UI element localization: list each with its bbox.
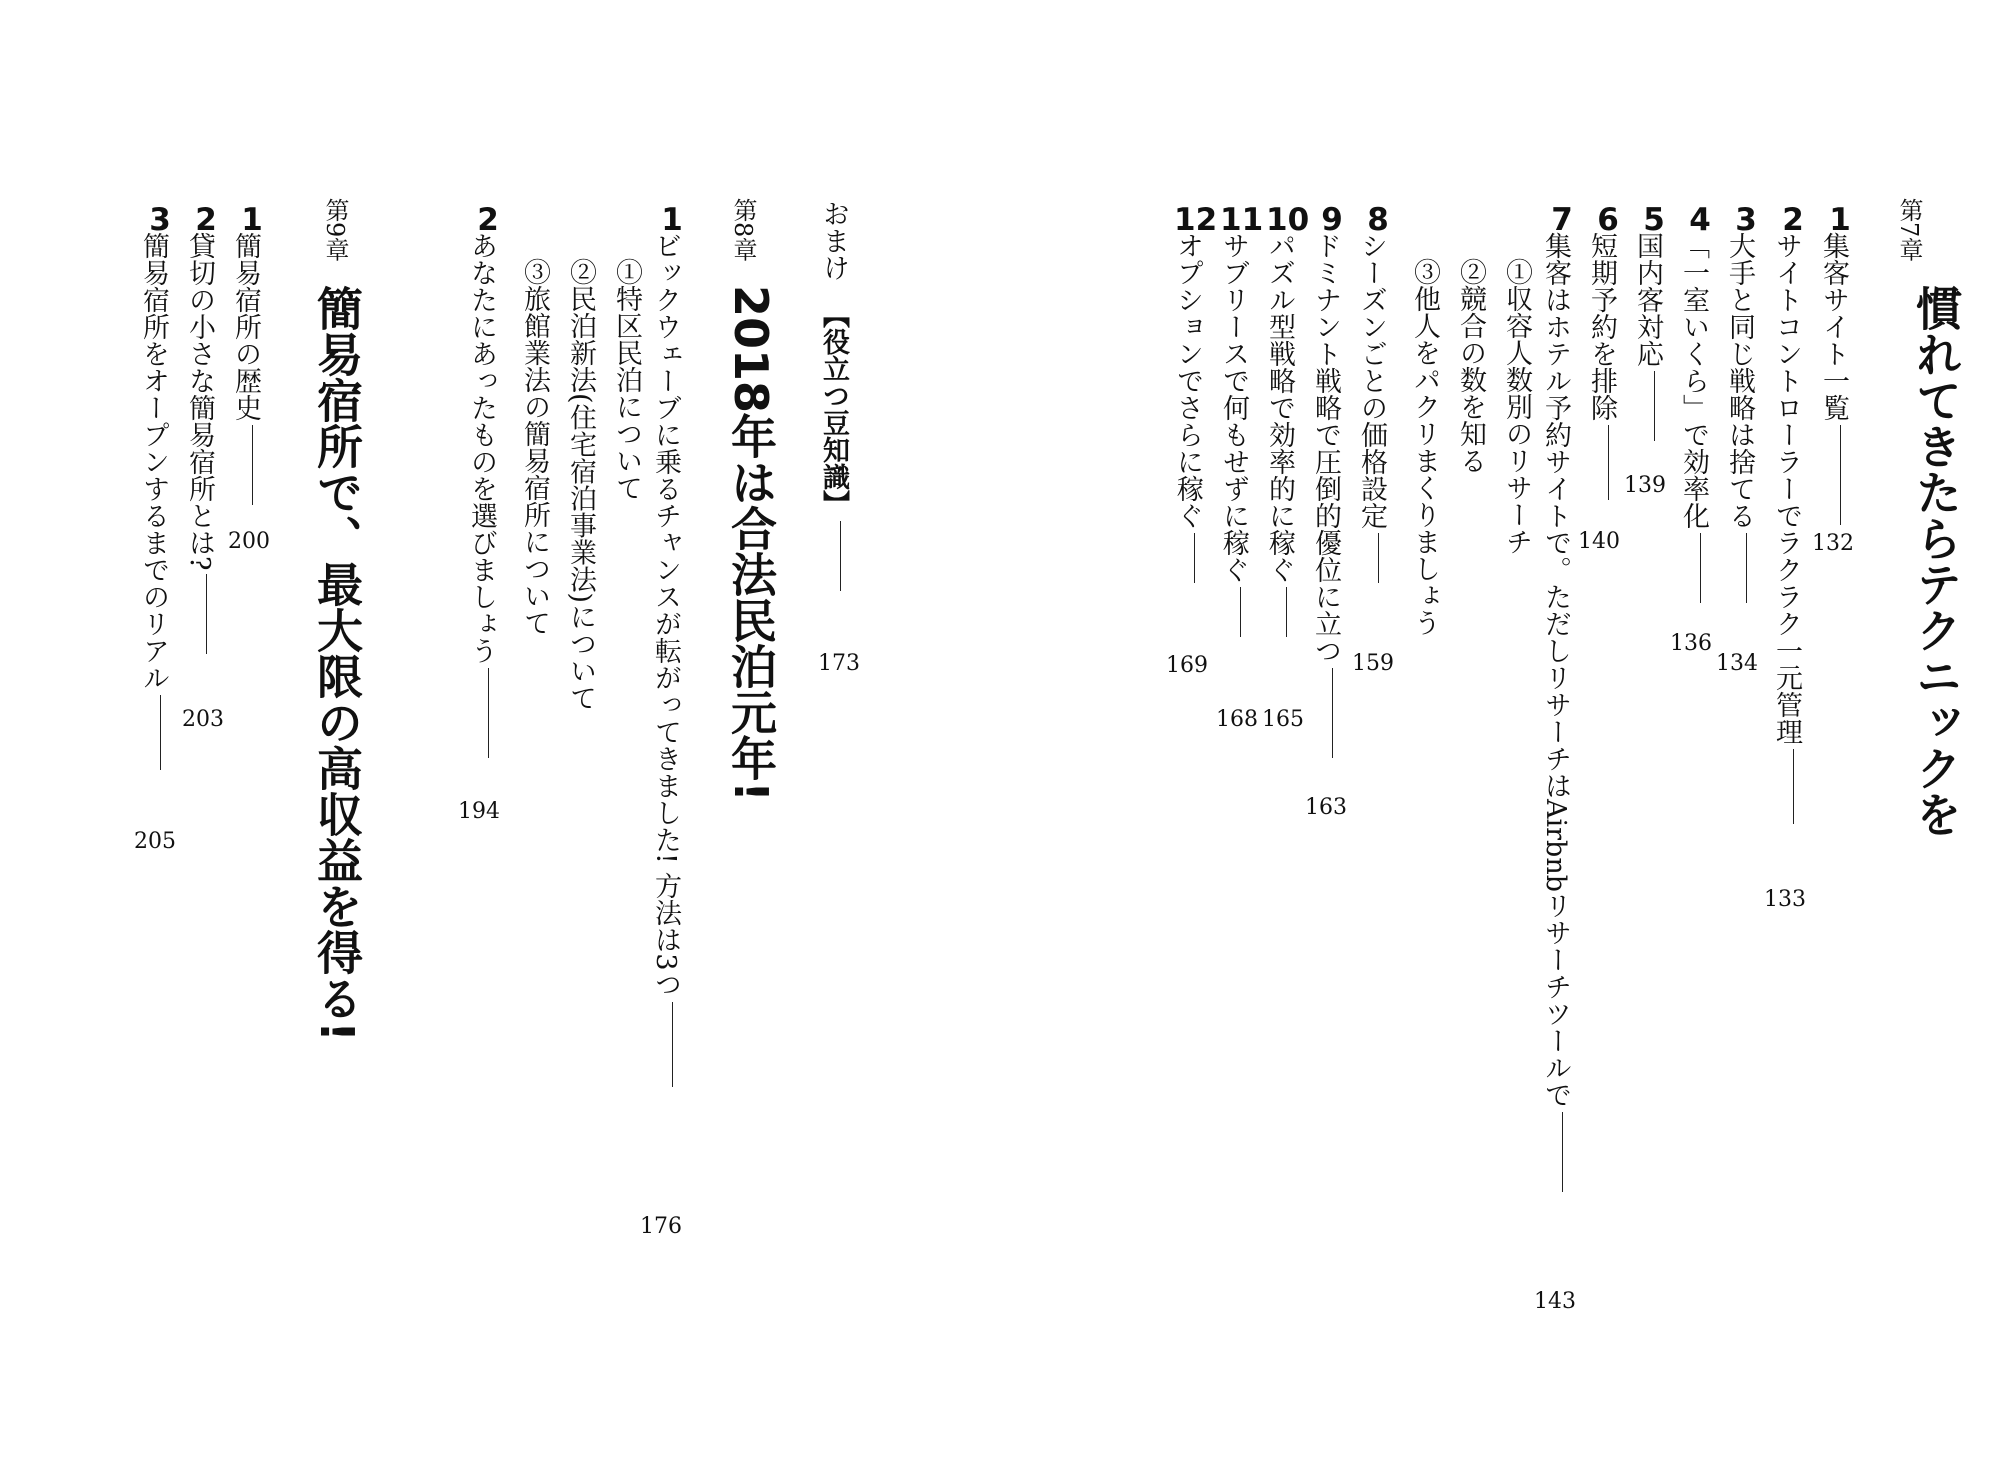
ch9-item3-number: 3 [149, 202, 171, 238]
ch7-item2-page: 133 [1764, 887, 1806, 912]
omake-label: おまけ [818, 200, 849, 281]
ch7-item6-text: 短期予約を排除 [1586, 232, 1617, 421]
ch7-item2-text: サイトコントローラーでラクラク一元管理 [1771, 232, 1802, 745]
ch7-item5[interactable] [1634, 232, 1674, 1382]
ch9-item2-text: 貸切の小さな簡易宿所とは? [184, 232, 215, 571]
ch7-item8[interactable] [1358, 232, 1398, 1382]
ch7-item11-number: 11 [1220, 202, 1264, 238]
ch7-item11[interactable] [1220, 232, 1260, 1382]
ch7-item1-number: 1 [1829, 202, 1851, 238]
ch7-item9-number: 9 [1321, 202, 1343, 238]
ch7-item4[interactable] [1680, 232, 1720, 1382]
ch7-item7-page: 143 [1534, 1289, 1576, 1314]
leader-line [488, 668, 489, 758]
ch7-item12-number: 12 [1174, 202, 1218, 238]
ch8-sub1[interactable] [606, 258, 646, 1408]
chapter7-title: 慣れてきたらテクニックを [1909, 285, 1963, 837]
ch9-item3-page: 205 [134, 829, 176, 854]
ch7-item6[interactable] [1588, 232, 1628, 1382]
ch7-item6-page: 140 [1578, 529, 1620, 554]
ch8-sub2-text: ②民泊新法(住宅宿泊事業法)について [565, 258, 596, 712]
ch7-item8-text: シーズンごとの価格設定 [1356, 232, 1387, 529]
ch8-item2-page: 194 [458, 799, 500, 824]
ch7-sub1[interactable] [1496, 258, 1536, 1408]
ch7-item12-page: 169 [1166, 653, 1208, 678]
ch9-item1-page: 200 [228, 529, 270, 554]
ch7-item8-page: 159 [1352, 651, 1394, 676]
ch9-item1-number: 1 [241, 202, 263, 238]
ch7-item4-text: 「一室いくら」で効率化 [1678, 232, 1709, 529]
ch7-item3[interactable] [1726, 232, 1766, 1382]
chapter8-title: 2018年は合法民泊元年! [724, 285, 778, 803]
ch7-item7-text: 集客はホテル予約サイトで。ただしリサーチはAirbnbリサーチツールで [1540, 232, 1571, 1108]
ch7-item6-number: 6 [1597, 202, 1619, 238]
ch7-item2[interactable] [1773, 232, 1813, 1382]
ch7-sub3-text: ③他人をパクリまくりましょう [1409, 258, 1440, 636]
leader-line [1793, 749, 1794, 824]
ch8-item2-number: 2 [477, 202, 499, 238]
ch8-item2-text: あなたにあったものを選びましょう [466, 232, 497, 664]
chapter9-label: 第9章 [321, 198, 349, 262]
ch7-item11-text: サブリースで何もせずに稼ぐ [1218, 232, 1249, 583]
leader-line [1194, 533, 1195, 583]
ch9-item2-page: 203 [182, 707, 224, 732]
leader-line [1746, 533, 1747, 603]
ch7-sub3[interactable] [1404, 258, 1444, 1408]
ch8-sub3-text: ③旅館業法の簡易宿所について [519, 258, 550, 636]
ch7-item1-page: 132 [1812, 531, 1854, 556]
ch7-item9-page: 163 [1305, 795, 1347, 820]
ch7-item12[interactable] [1174, 232, 1214, 1382]
ch7-item5-text: 国内客対応 [1632, 232, 1663, 367]
ch7-item5-number: 5 [1643, 202, 1665, 238]
leader-line [672, 1002, 673, 1087]
leader-line [1378, 533, 1379, 583]
ch7-item9-text: ドミナント戦略で圧倒的優位に立つ [1310, 232, 1341, 664]
ch7-sub1-text: ①収容人数別のリサーチ [1501, 258, 1532, 555]
ch7-item10-page: 165 [1262, 707, 1304, 732]
ch8-sub3[interactable] [514, 258, 554, 1408]
ch7-item12-text: オプションでさらに稼ぐ [1172, 232, 1203, 529]
omake-entry[interactable] [820, 200, 860, 1350]
ch7-item4-page: 136 [1670, 631, 1712, 656]
ch9-item3[interactable] [140, 232, 180, 1382]
leader-line [1608, 425, 1609, 500]
leader-line [1240, 587, 1241, 637]
ch7-item5-page: 139 [1624, 473, 1666, 498]
omake-title: 【役立つ豆知識】 [818, 301, 849, 517]
ch8-item1-text: ビックウェーブに乗るチャンスが転がってきました! 方法は3つ [650, 232, 681, 998]
ch9-item2-number: 2 [195, 202, 217, 238]
leader-line [1332, 668, 1333, 758]
ch8-item1[interactable] [652, 232, 692, 1382]
ch8-item1-page: 176 [640, 1214, 682, 1239]
ch9-item1[interactable] [232, 232, 272, 1382]
ch7-item7-number: 7 [1551, 202, 1573, 238]
ch8-sub1-text: ①特区民泊について [611, 258, 642, 501]
ch8-sub2[interactable] [560, 258, 600, 1408]
ch9-item3-text: 簡易宿所をオープンするまでのリアル [138, 232, 169, 691]
ch7-item11-page: 168 [1216, 707, 1258, 732]
ch9-item1-text: 簡易宿所の歴史 [230, 232, 261, 421]
ch7-item3-text: 大手と同じ戦略は捨てる [1724, 232, 1755, 529]
ch7-item7[interactable] [1542, 232, 1582, 1382]
ch7-item2-number: 2 [1782, 202, 1804, 238]
ch7-sub2[interactable] [1450, 258, 1490, 1408]
leader-line [1700, 533, 1701, 603]
ch7-item10[interactable] [1266, 232, 1306, 1382]
ch7-item4-number: 4 [1689, 202, 1711, 238]
leader-line [252, 425, 253, 505]
ch7-item3-page: 134 [1716, 651, 1758, 676]
leader-line [840, 521, 841, 591]
ch7-item1-text: 集客サイト一覧 [1818, 232, 1849, 421]
leader-line [1562, 1112, 1563, 1192]
ch8-item1-number: 1 [661, 202, 683, 238]
leader-line [1654, 371, 1655, 441]
ch7-sub2-text: ②競合の数を知る [1455, 258, 1486, 474]
ch7-item3-number: 3 [1735, 202, 1757, 238]
leader-line [206, 574, 207, 654]
ch7-item10-number: 10 [1266, 202, 1310, 238]
ch9-item2[interactable] [186, 232, 226, 1382]
omake-page: 173 [818, 651, 860, 676]
chapter8-label: 第8章 [729, 198, 757, 262]
ch7-item8-number: 8 [1367, 202, 1389, 238]
leader-line [1286, 587, 1287, 637]
leader-line [160, 695, 161, 770]
leader-line [1840, 425, 1841, 525]
chapter9-title: 簡易宿所で、最大限の高収益を得る! [310, 285, 364, 1042]
ch7-item1[interactable] [1820, 232, 1860, 1382]
chapter7-label: 第7章 [1895, 198, 1923, 262]
ch7-item10-text: パズル型戦略で効率的に稼ぐ [1264, 232, 1295, 583]
